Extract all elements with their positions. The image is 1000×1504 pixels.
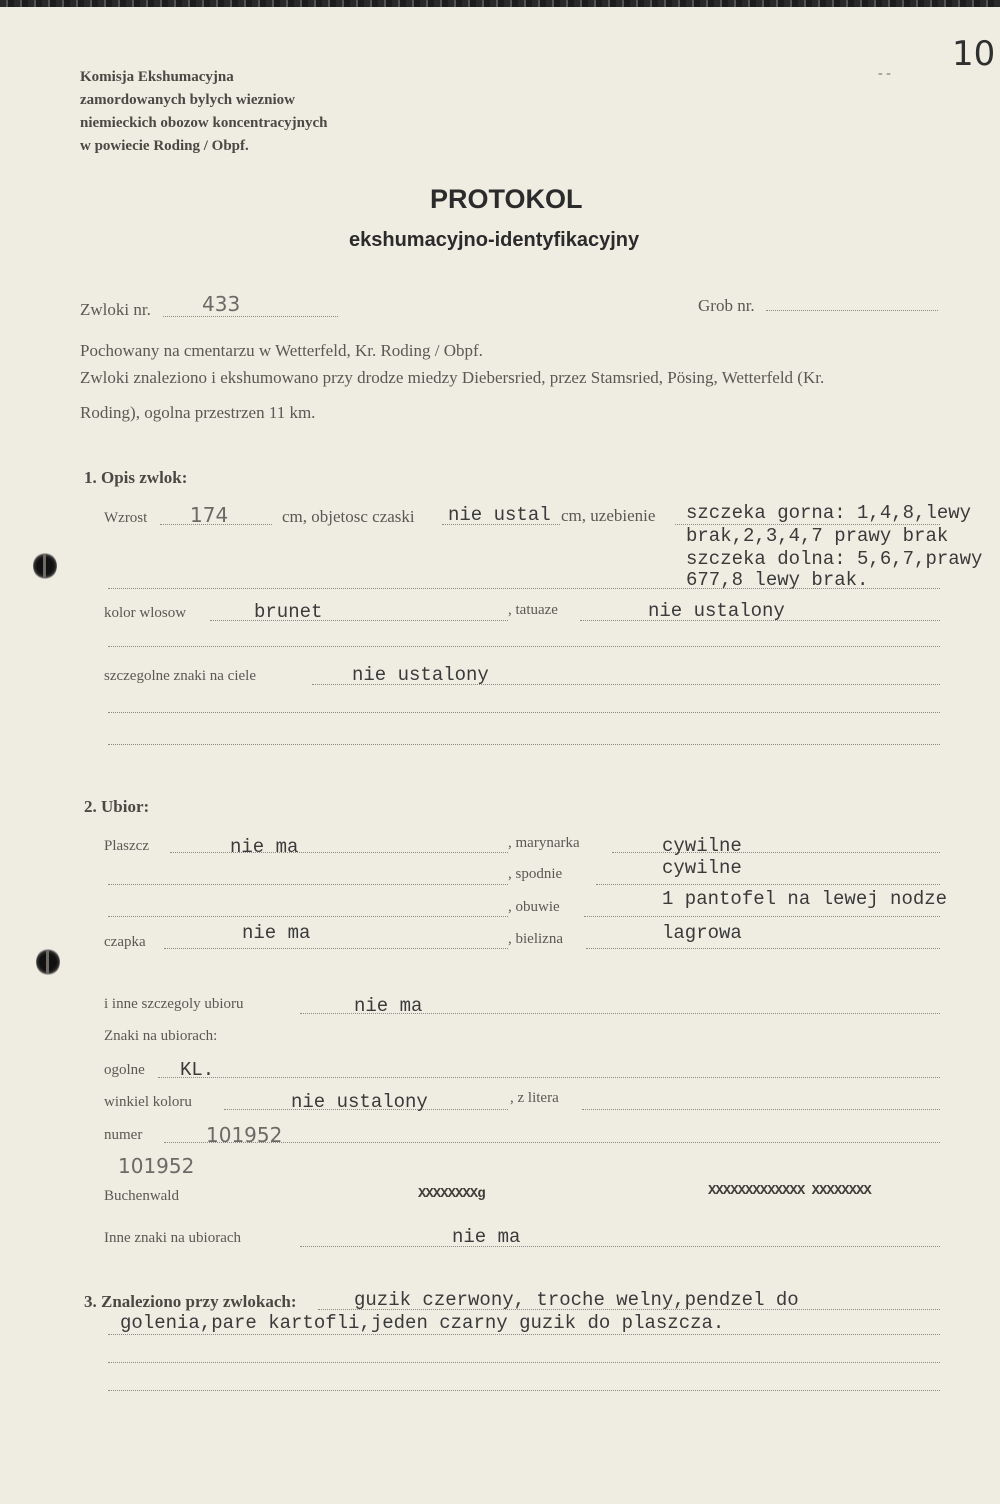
section-2-heading: 2. Ubior: bbox=[84, 797, 150, 816]
page-number: 10 bbox=[952, 34, 996, 74]
section-3-heading: 3. Znaleziono przy zwlokach: bbox=[84, 1292, 297, 1311]
uzebienie-label: cm, uzebienie bbox=[561, 506, 656, 525]
punch-hole-upper bbox=[33, 552, 57, 580]
ogolne-label: ogolne bbox=[104, 1062, 145, 1078]
z-litera-label: , z litera bbox=[510, 1090, 559, 1106]
znaleziono-line-2: Roding), ogolna przestrzen 11 km. bbox=[80, 403, 316, 422]
spodnie-value: cywilne bbox=[662, 857, 742, 879]
document-title: PROTOKOL bbox=[430, 184, 583, 214]
punch-hole-lower bbox=[36, 948, 60, 976]
uzebienie-line-4: 677,8 lewy brak. bbox=[686, 569, 869, 591]
struck-text-2: XXXXXXXXXXXXX XXXXXXXX bbox=[708, 1183, 871, 1199]
org-line-3: niemieckich obozow koncentracyjnych bbox=[80, 115, 328, 131]
inne-znaki-label: Inne znaki na ubiorach bbox=[104, 1230, 242, 1246]
uzebienie-line-2: brak,2,3,4,7 prawy brak bbox=[686, 525, 949, 547]
zwloki-number: 433 bbox=[202, 292, 241, 316]
znaleziono-line-1: Zwloki znaleziono i ekshumowano przy drodze miedzy Diebersried, przez Stamsried, Pösing, Wetterfeld (Kr. bbox=[80, 368, 825, 387]
grob-label: Grob nr. bbox=[698, 296, 755, 315]
marynarka-value: cywilne bbox=[662, 835, 742, 857]
kolor-wlosow-label: kolor wlosow bbox=[104, 605, 187, 621]
obuwie-value: 1 pantofel na lewej nodze bbox=[662, 888, 948, 910]
numer-value: 101952 bbox=[206, 1123, 283, 1147]
czapka-label: czapka bbox=[104, 934, 146, 950]
zwloki-label: Zwloki nr. bbox=[80, 300, 151, 319]
org-line-2: zamordowanych bylych wiezniow bbox=[80, 92, 295, 108]
szczegolne-znaki-value: nie ustalony bbox=[352, 664, 489, 686]
inne-szczegoly-label: i inne szczegoly ubioru bbox=[104, 996, 244, 1012]
document-subtitle: ekshumacyjno-identyfikacyjny bbox=[349, 229, 640, 251]
pochowany-text: Pochowany na cmentarzu w Wetterfeld, Kr. Roding / Obpf. bbox=[80, 341, 483, 360]
bielizna-value: lagrowa bbox=[662, 922, 742, 944]
tatuaze-label: , tatuaze bbox=[508, 602, 558, 618]
winkiel-value: nie ustalony bbox=[291, 1091, 428, 1113]
znaki-na-ubiorach-label: Znaki na ubiorach: bbox=[104, 1028, 218, 1044]
inne-znaki-value: nie ma bbox=[452, 1226, 521, 1248]
numer-label: numer bbox=[104, 1127, 143, 1143]
objetosc-value: nie ustal bbox=[448, 504, 551, 526]
plaszcz-value: nie ma bbox=[230, 836, 299, 858]
corner-marks: - - bbox=[878, 66, 891, 81]
scan-edge bbox=[0, 0, 1000, 7]
marynarka-label: , marynarka bbox=[508, 835, 580, 851]
section-1-heading: 1. Opis zwlok: bbox=[84, 468, 188, 487]
buchenwald-label: Buchenwald bbox=[104, 1188, 179, 1204]
objetosc-label: cm, objetosc czaski bbox=[282, 507, 415, 526]
uzebienie-line-3: szczeka dolna: 5,6,7,prawy bbox=[686, 548, 983, 570]
winkiel-label: winkiel koloru bbox=[104, 1094, 192, 1110]
uzebienie-line-1: szczeka gorna: 1,4,8,lewy bbox=[686, 502, 972, 524]
plaszcz-label: Plaszcz bbox=[104, 838, 149, 854]
wzrost-label: Wzrost bbox=[104, 510, 148, 526]
szczegolne-znaki-label: szczegolne znaki na ciele bbox=[104, 668, 256, 684]
czapka-value: nie ma bbox=[242, 922, 311, 944]
obuwie-label: , obuwie bbox=[508, 899, 560, 915]
inne-szczegoly-value: nie ma bbox=[354, 995, 423, 1017]
tatuaze-value: nie ustalony bbox=[648, 600, 785, 622]
org-line-4: w powiecie Roding / Obpf. bbox=[80, 138, 249, 154]
znaleziono-przedmioty-line-2: golenia,pare kartofli,jeden czarny guzik do plaszcza. bbox=[120, 1312, 725, 1334]
kolor-wlosow-value: brunet bbox=[254, 601, 323, 623]
spodnie-label: , spodnie bbox=[508, 866, 563, 882]
ogolne-value: KL. bbox=[180, 1059, 215, 1081]
bielizna-label: , bielizna bbox=[508, 931, 563, 947]
wzrost-value: 174 bbox=[190, 503, 229, 527]
org-line-1: Komisja Ekshumacyjna bbox=[80, 69, 234, 85]
numer-value-repeat: 101952 bbox=[118, 1154, 195, 1178]
znaleziono-przedmioty-line-1: guzik czerwony, troche welny,pendzel do bbox=[354, 1289, 799, 1311]
struck-text-1: XXXXXXXXg bbox=[418, 1186, 485, 1202]
